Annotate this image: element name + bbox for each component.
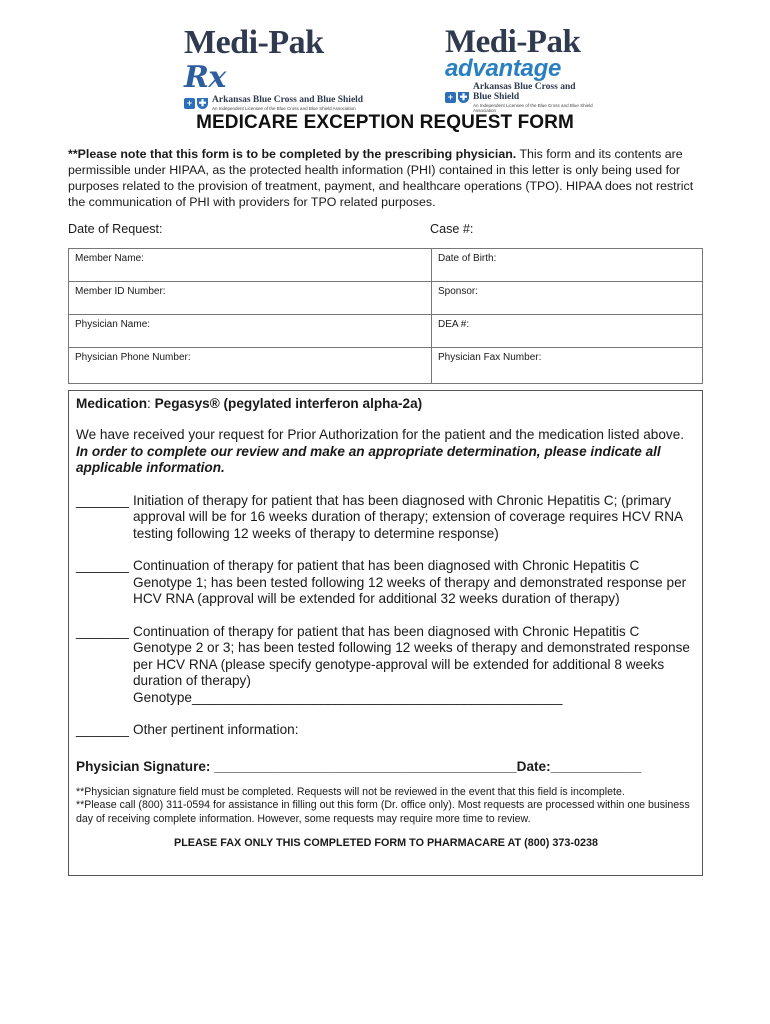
medi-pak-advantage-logo (445, 26, 593, 113)
option-text: Initiation of therapy for patient that has been diagnosed with Chronic Hepatitis C; (primary approval will be for 16 weeks duration of therapy; extension of coverage requires HCV RNA testing following 12 weeks of therapy to determine response) (133, 492, 683, 541)
physician-phone-field[interactable]: Physician Phone Number: (69, 348, 432, 384)
genotype-field[interactable]: Genotype_________________________________________________ (133, 689, 563, 705)
sponsor-field[interactable]: Sponsor: (432, 282, 703, 315)
case-number-label: Case #: (430, 222, 474, 236)
option-checkbox-blank[interactable]: _______ (76, 623, 129, 639)
option-other-info (76, 722, 696, 739)
footnote-assistance: **Please call (800) 311-0594 for assistance in filling out this form (Dr. office only). Most requests are processed within one business day of receiving complete information. However, some requests may require more time to review. (76, 799, 690, 825)
logo-org-name: Arkansas Blue Cross and Blue Shield (212, 95, 364, 105)
medication-colon: : (147, 396, 155, 411)
physician-fax-field[interactable]: Physician Fax Number: (432, 348, 703, 384)
date-of-request-label: Date of Request: (68, 222, 163, 236)
fax-instruction: PLEASE FAX ONLY THIS COMPLETED FORM TO PHARMACARE AT (800) 373-0238 (174, 837, 598, 849)
logo-brand: Medi-Pak (445, 24, 581, 60)
dea-number-field[interactable]: DEA #: (432, 315, 703, 348)
medication-name: Pegasys® (pegylated interferon alpha-2a) (154, 396, 423, 411)
footnote-signature: **Physician signature field must be completed. Requests will not be reviewed in the event that this field is incomplete. (76, 785, 625, 798)
medi-pak-rx-logo (184, 26, 364, 111)
option-checkbox-blank[interactable]: _______ (76, 558, 129, 573)
logo-rx-suffix: Rx (184, 60, 226, 95)
option-initiation (76, 493, 696, 543)
bcbs-cross-shield-icon: + ✚ (184, 98, 208, 109)
logo-org-sub: An Independent Licensee of the Blue Cross and Blue Shield Association (212, 105, 356, 111)
option-continuation-genotype-1 (76, 558, 696, 608)
physician-signature-line[interactable]: Physician Signature: ________________________________________Date:____________ (76, 758, 642, 774)
member-physician-info-table (68, 248, 703, 384)
logo-org-sub: An Independent Licensee of the Blue Cross and Blue Shield Association (473, 102, 593, 113)
date-case-row (68, 222, 703, 236)
date-of-birth-field[interactable]: Date of Birth: (432, 249, 703, 282)
option-continuation-genotype-2-3 (76, 624, 696, 707)
logo-org-name: Arkansas Blue Cross and Blue Shield (473, 82, 576, 102)
footnotes (76, 786, 696, 827)
option-text: Other pertinent information: (133, 722, 299, 737)
medication-line (76, 396, 696, 411)
option-checkbox-blank[interactable]: _______ (76, 492, 129, 508)
physician-name-field[interactable]: Physician Name: (69, 315, 432, 348)
intro-paragraph (76, 427, 696, 477)
form-title: MEDICARE EXCEPTION REQUEST FORM (196, 112, 574, 133)
intro-text: We have received your request for Prior Authorization for the patient and the medication listed above. (76, 427, 685, 442)
member-id-field[interactable]: Member ID Number: (69, 282, 432, 315)
medication-section (68, 390, 703, 876)
logo-advantage-suffix: advantage (445, 55, 562, 82)
hipaa-notice (68, 146, 708, 210)
intro-emphasis: In order to complete our review and make an appropriate determination, please indicate all applicable information. (76, 443, 661, 475)
notice-text: This form and its contents are permissible under HIPAA, as the protected health information (PHI) contained in this letter is only being used for purposes related to the provision of treatment, payment, and healthcare operations (TPO). HIPAA does not restrict the communication of PHI with providers for TPO related purposes. (68, 147, 694, 209)
notice-bold: **Please note that this form is to be completed by the prescribing physician. (68, 147, 517, 161)
bcbs-cross-shield-icon: + ✚ (445, 92, 469, 103)
option-text: Continuation of therapy for patient that has been diagnosed with Chronic Hepatitis C Genotype 2 or 3; has been tested following 12 weeks of therapy and demonstrated response per HCV RNA (please specify genotype-approval will be extended for additional 8 weeks duration of therapy) (133, 623, 690, 688)
member-name-field[interactable]: Member Name: (69, 249, 432, 282)
option-text: Continuation of therapy for patient that has been diagnosed with Chronic Hepatitis C Genotype 1; has been tested following 12 weeks of therapy and demonstrated response per HCV RNA (approval will be extended for additional 32 weeks duration of therapy) (133, 558, 687, 606)
logo-brand: Medi-Pak (184, 24, 324, 61)
option-checkbox-blank[interactable]: _______ (76, 722, 129, 737)
medication-label: Medication (76, 396, 147, 411)
